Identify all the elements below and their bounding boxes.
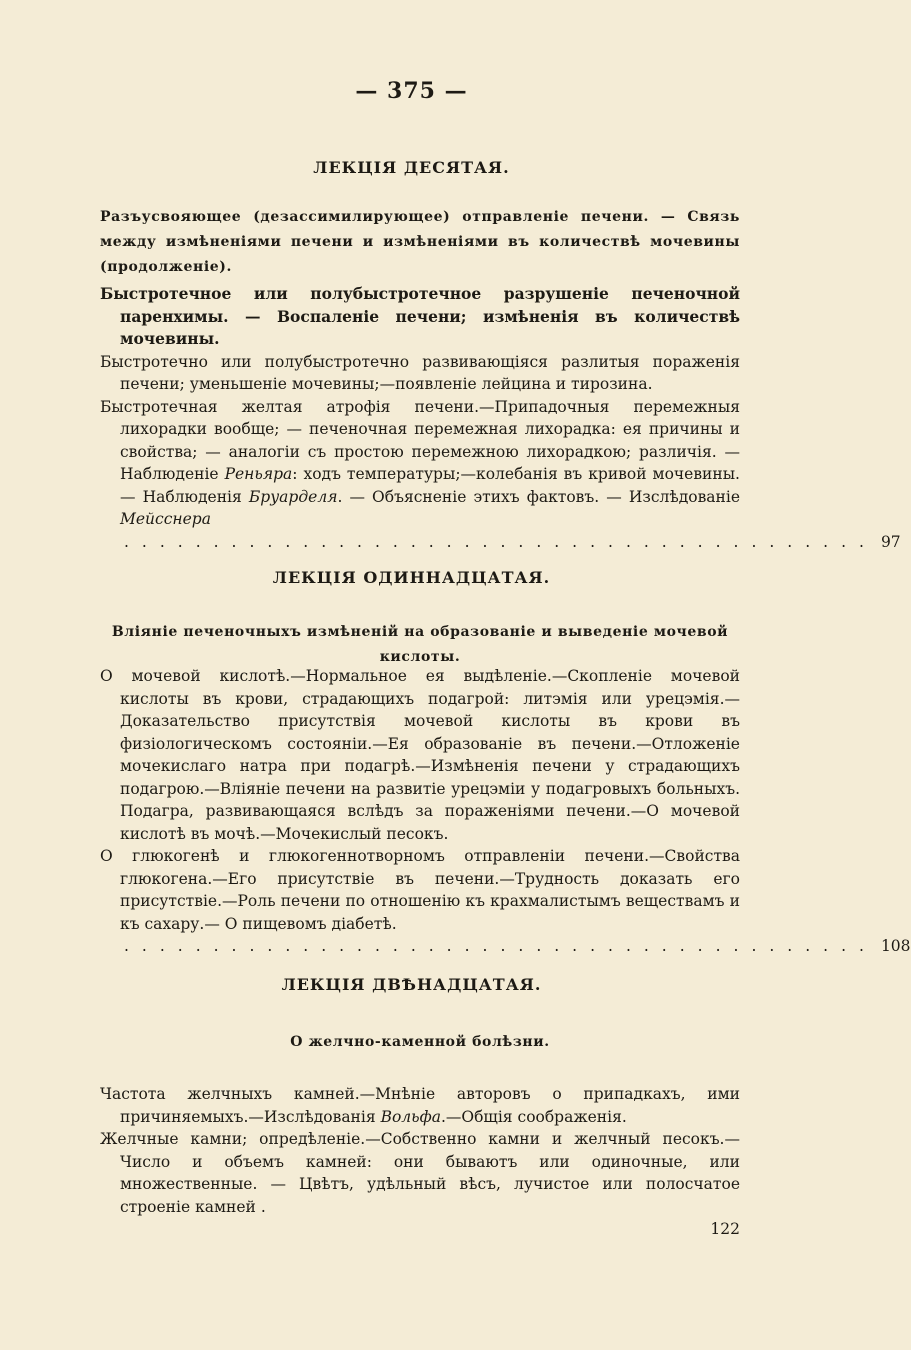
lecture-12-entry-1: Частота желчныхъ камней.—Мнѣніе авторовъ о припадкахъ, ими причиняемыхъ.—Изслѣдованія Вольфа.—Общія соображенія. — [100, 1085, 740, 1126]
lecture-10-entry-1: Быстротечное или полубыстротечное разрушеніе печеночной паренхимы. — Воспаленіе печени; измѣненія въ количествѣ мочевины. — [100, 284, 740, 348]
lecture-10-entry-3: Быстротечная желтая атрофія печени.—Припадочныя перемежныя лихорадки вообще; — печеночная перемежная лихорадка: ея причины и свойства; — аналогіи съ простою перемежною лихорадкою; различія. — Наблюденіе Реньяра: ходъ температуры;—колебанія въ кривой мочевины. — Наблюденія Бруарделя. — Объясненіе этихъ фактовъ. — Изслѣдованіе Мейсснера — [100, 397, 740, 528]
lecture-12-entry-2: Желчные камни; опредѣленіе.—Собственно камни и желчный песокъ.—Число и объемъ камней: они бываютъ или одиночные, или множественные. — Цвѣтъ, удѣльный вѣсъ, лучистое или полосчатое строеніе камней . — [100, 1130, 740, 1216]
lecture-11-page-ref — [100, 935, 911, 957]
lecture-11-page-number: 108 — [880, 937, 911, 955]
lecture-12-page-number: 122 — [710, 1220, 740, 1238]
dot-leader: .......................................... — [124, 532, 877, 551]
lecture-11-entry-1: О мочевой кислотѣ.—Нормальное ея выдѣленіе.—Скопленіе мочевой кислоты въ крови, страдающихъ подагрой: литэмія или урецэмія.—Доказательство присутствія мочевой кислоты въ крови въ физіологическомъ состояніи.—Ея образованіе въ печени.—Отложеніе мочекислаго натра при подагрѣ.—Измѣненія печени у страдающихъ подагрою.—Вліяніе печени на развитіе урецэміи у подагровыхъ больныхъ. Подагра, развивающаяся вслѣдъ за пораженіями печени.—О мочевой кислотѣ въ мочѣ.—Мочекислый песокъ. — [100, 667, 740, 843]
lecture-10-page-number: 97 — [880, 532, 901, 551]
lecture-11-entry-2: О глюкогенѣ и глюкогеннотворномъ отправленіи печени.—Свойства глюкогена.—Его присутствіе въ печени.—Трудность доказать его присутствіе.—Роль печени по отношенію къ крахмалистымъ веществамъ и къ сахару.— О пищевомъ діабетѣ. — [100, 847, 740, 933]
lecture-12-page-ref — [100, 1218, 740, 1240]
lecture-10-summary: Разъусвояющее (дезассимилирующее) отправленіе печени. — Связь между измѣненіями печени и измѣненіями въ количествѣ мочевины (продолженіе). — [100, 209, 740, 275]
lecture-10-title: ЛЕКЦІЯ ДЕСЯТАЯ. — [313, 158, 510, 177]
lecture-11-contents — [100, 665, 911, 957]
lecture-10-page-ref — [100, 531, 901, 553]
dot-leader: .......................................... — [124, 937, 877, 955]
lecture-11-title: ЛЕКЦІЯ ОДИННАДЦАТАЯ. — [272, 568, 551, 587]
page-number: — 375 — — [355, 78, 468, 104]
lecture-10-entry-2: Быстротечно или полубыстротечно развивающіяся разлитыя пораженія печени; уменьшеніе мочевины;—появленіе лейцина и тирозина. — [100, 352, 740, 393]
lecture-12-title: ЛЕКЦІЯ ДВѢНАДЦАТАЯ. — [281, 975, 542, 994]
lecture-10-contents — [100, 283, 901, 553]
lecture-11-summary: Вліяніе печеночныхъ измѣненій на образованіе и выведеніе мочевой кислоты. — [111, 624, 729, 665]
lecture-12-contents — [100, 1083, 740, 1240]
lecture-12-summary: О желчно-каменной болѣзни. — [290, 1034, 550, 1050]
